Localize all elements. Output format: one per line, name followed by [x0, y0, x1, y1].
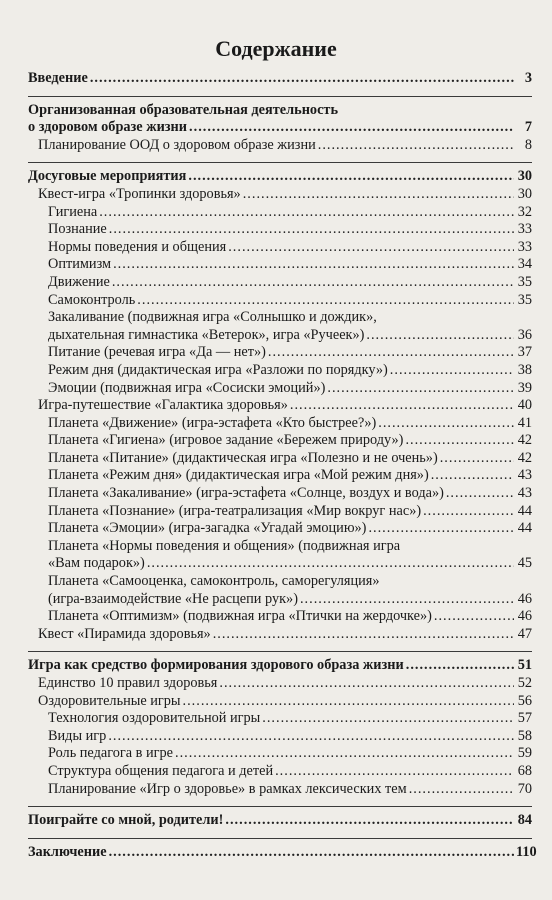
toc-entry-title: Самоконтроль — [48, 291, 136, 308]
table-of-contents — [28, 70, 537, 869]
toc-entry-page-number: 30 — [517, 185, 532, 202]
toc-entry-title: Гигиена — [48, 203, 98, 220]
toc-section — [28, 162, 532, 643]
toc-entry-title: Планета «Эмоции» (игра-загадка «Угадай эмоцию») — [48, 520, 367, 537]
toc-entry-title: «Вам подарок») — [48, 555, 145, 572]
toc-entry[interactable] — [48, 467, 532, 485]
toc-entry-title: Введение — [28, 70, 88, 86]
toc-entry-page-number: 32 — [517, 203, 532, 220]
dot-leader — [300, 591, 514, 609]
toc-entry-title-line: Организованная образовательная деятельность — [28, 101, 339, 118]
toc-entry-title: Поиграйте со мной, родители! — [28, 812, 224, 829]
dot-leader — [183, 693, 514, 711]
toc-entry[interactable] — [48, 781, 532, 799]
toc-entry-page-number: 46 — [517, 590, 532, 607]
dot-leader — [366, 327, 514, 345]
dot-leader — [113, 256, 514, 274]
dot-leader — [243, 186, 514, 204]
toc-entry-title-line: Закаливание (подвижная игра «Солнышко и дождик», — [48, 309, 377, 326]
toc-entry-title: Эмоции (подвижная игра «Сосиски эмоций») — [48, 379, 326, 396]
toc-section — [28, 70, 532, 88]
toc-entry-page-number: 68 — [517, 762, 532, 779]
toc-entry-title: (игра-взаимодействие «Не расцепи рук») — [48, 590, 298, 607]
toc-entry-title: Квест «Пирамида здоровья» — [38, 625, 211, 642]
toc-entry-title: о здоровом образе жизни — [28, 119, 188, 136]
toc-entry[interactable] — [48, 292, 532, 310]
toc-entry[interactable] — [48, 239, 532, 257]
dot-leader — [213, 626, 514, 644]
dot-leader — [405, 432, 514, 450]
toc-entry[interactable] — [38, 186, 532, 204]
toc-entry-page-number: 37 — [517, 344, 532, 361]
toc-entry-page-number: 8 — [524, 136, 532, 153]
toc-entry[interactable] — [48, 432, 532, 450]
dot-leader — [431, 467, 514, 485]
dot-leader — [318, 137, 514, 155]
dot-leader — [175, 745, 514, 763]
dot-leader — [112, 274, 514, 292]
toc-entry-title: Планета «Оптимизм» (подвижная игра «Птички на жердочке») — [48, 608, 432, 625]
toc-entry-title: Познание — [48, 221, 107, 238]
toc-entry-title: Структура общения педагога и детей — [48, 762, 274, 779]
dot-leader — [228, 239, 514, 257]
toc-entry[interactable] — [28, 812, 532, 830]
toc-section — [28, 806, 532, 830]
dot-leader — [368, 520, 514, 538]
toc-entry-title: Планирование ООД о здоровом образе жизни — [38, 136, 316, 153]
toc-entry[interactable] — [48, 520, 532, 538]
dot-leader — [137, 292, 514, 310]
toc-entry-title: Планета «Движение» (игра-эстафета «Кто быстрее?») — [48, 414, 377, 431]
toc-section — [28, 838, 537, 862]
dot-leader — [434, 608, 514, 626]
dot-leader — [90, 70, 514, 88]
toc-entry[interactable] — [48, 362, 532, 380]
toc-entry[interactable] — [48, 380, 532, 398]
toc-entry[interactable] — [38, 675, 532, 693]
toc-entry-page-number: 35 — [517, 273, 532, 290]
toc-entry-page-number: 51 — [517, 657, 532, 674]
toc-entry-title: Оздоровительные игры — [38, 692, 181, 709]
dot-leader — [327, 380, 514, 398]
toc-entry[interactable] — [48, 538, 532, 573]
toc-entry-page-number: 40 — [517, 397, 532, 414]
dot-leader — [275, 763, 514, 781]
toc-entry-title: Планета «Гигиена» (игровое задание «Бережем природу») — [48, 432, 404, 449]
toc-entry-page-number: 44 — [517, 520, 532, 537]
toc-entry-page-number: 30 — [517, 168, 532, 185]
toc-entry-title-line: Планета «Нормы поведения и общения» (подвижная игра — [48, 537, 401, 554]
toc-entry-title: Заключение — [28, 843, 107, 860]
toc-entry[interactable] — [38, 626, 532, 644]
toc-entry-title: Игра-путешествие «Галактика здоровья» — [38, 397, 288, 414]
toc-entry-title: Планета «Питание» (дидактическая игра «Полезно и не очень») — [48, 449, 438, 466]
toc-entry-page-number: 110 — [516, 843, 537, 860]
toc-entry-page-number: 52 — [517, 675, 532, 691]
dot-leader — [290, 397, 514, 415]
toc-entry[interactable] — [38, 693, 532, 711]
toc-entry-title: Планета «Режим дня» (дидактическая игра «Мой режим дня») — [48, 467, 429, 484]
dot-leader — [440, 450, 514, 468]
toc-entry-page-number: 34 — [517, 256, 532, 273]
toc-entry-title: Технология оздоровительной игры — [48, 710, 261, 727]
toc-entry-page-number: 43 — [517, 467, 532, 484]
toc-entry[interactable] — [48, 763, 532, 781]
dot-leader — [268, 344, 514, 362]
toc-entry[interactable] — [48, 204, 532, 222]
toc-entry-title: Роль педагога в игре — [48, 745, 173, 762]
toc-entry-title: Квест-игра «Тропинки здоровья» — [38, 185, 241, 202]
dot-leader — [378, 415, 514, 433]
toc-entry[interactable] — [28, 102, 532, 137]
toc-entry[interactable] — [48, 573, 532, 608]
dot-leader — [446, 485, 514, 503]
toc-entry-page-number: 41 — [517, 414, 532, 431]
dot-leader — [147, 555, 514, 573]
toc-entry[interactable] — [48, 503, 532, 521]
toc-entry-page-number: 39 — [517, 379, 532, 396]
dot-leader — [409, 781, 514, 799]
toc-entry-page-number: 43 — [517, 485, 532, 502]
toc-section — [28, 96, 532, 155]
toc-entry[interactable] — [48, 485, 532, 503]
toc-entry-page-number: 58 — [517, 727, 532, 744]
toc-entry-page-number: 59 — [517, 745, 532, 762]
dot-leader — [423, 503, 514, 521]
dot-leader — [406, 657, 514, 675]
toc-entry-page-number: 3 — [524, 70, 532, 86]
toc-entry[interactable] — [48, 274, 532, 292]
toc-entry-page-number: 42 — [517, 432, 532, 449]
toc-entry[interactable] — [48, 728, 532, 746]
toc-entry-page-number: 45 — [517, 555, 532, 572]
toc-entry-title: Игра как средство формирования здорового образа жизни — [28, 657, 404, 674]
dot-leader — [219, 675, 514, 693]
toc-entry-title: Нормы поведения и общения — [48, 238, 227, 255]
toc-entry[interactable] — [28, 70, 532, 88]
toc-entry[interactable] — [48, 344, 532, 362]
dot-leader — [390, 362, 514, 380]
toc-entry-title: Виды игр — [48, 727, 107, 744]
toc-entry[interactable] — [48, 450, 532, 468]
toc-entry[interactable] — [48, 608, 532, 626]
toc-entry[interactable] — [28, 843, 537, 862]
page-title: Содержание — [215, 36, 337, 61]
toc-entry-page-number: 36 — [517, 326, 532, 343]
dot-leader — [225, 812, 514, 830]
toc-entry-title-line: Планета «Самооценка, самоконтроль, саморегуляция» — [48, 573, 380, 590]
toc-entry-page-number: 35 — [517, 291, 532, 308]
dot-leader — [99, 204, 514, 222]
toc-section — [28, 651, 532, 798]
toc-entry[interactable] — [48, 309, 532, 344]
toc-entry-title: Планета «Закаливание» (игра-эстафета «Солнце, воздух и вода») — [48, 485, 444, 502]
toc-entry-page-number: 70 — [517, 780, 532, 797]
toc-entry[interactable] — [28, 657, 532, 675]
toc-entry[interactable] — [28, 168, 532, 186]
toc-entry-page-number: 44 — [517, 502, 532, 519]
toc-entry-title: Режим дня (дидактическая игра «Разложи по порядку») — [48, 361, 388, 378]
toc-entry[interactable] — [48, 221, 532, 239]
toc-entry-page-number: 7 — [524, 119, 532, 136]
toc-entry-page-number: 47 — [517, 625, 532, 642]
toc-entry-page-number: 56 — [517, 692, 532, 709]
toc-entry[interactable] — [48, 256, 532, 274]
toc-entry-title: Единство 10 правил здоровья — [38, 675, 218, 691]
toc-entry-page-number: 33 — [517, 238, 532, 255]
toc-entry-title: дыхательная гимнастика «Ветерок», игра «Ручеек») — [48, 326, 365, 343]
toc-entry-page-number: 33 — [517, 221, 532, 238]
toc-entry-page-number: 46 — [517, 608, 532, 625]
toc-entry-title: Планета «Познание» (игра-театрализация «Мир вокруг нас») — [48, 502, 422, 519]
toc-entry[interactable] — [38, 397, 532, 415]
toc-entry[interactable] — [48, 710, 532, 728]
toc-entry-page-number: 57 — [517, 710, 532, 727]
toc-entry[interactable] — [48, 415, 532, 433]
toc-entry-page-number: 84 — [517, 812, 532, 829]
dot-leader — [189, 119, 514, 137]
dot-leader — [262, 710, 514, 728]
toc-entry-title: Досуговые мероприятия — [28, 168, 187, 185]
toc-entry-title: Оптимизм — [48, 256, 112, 273]
dot-leader — [109, 221, 514, 239]
toc-entry-page-number: 38 — [517, 361, 532, 378]
toc-entry-title: Планирование «Игр о здоровье» в рамках лексических тем — [48, 780, 407, 797]
toc-entry[interactable] — [48, 745, 532, 763]
dot-leader — [188, 168, 514, 186]
toc-entry-title: Питание (речевая игра «Да — нет») — [48, 344, 266, 361]
toc-entry-page-number: 42 — [517, 449, 532, 466]
dot-leader — [108, 728, 514, 746]
toc-entry-title: Движение — [48, 273, 110, 290]
dot-leader — [109, 844, 514, 862]
toc-entry[interactable] — [38, 137, 532, 155]
